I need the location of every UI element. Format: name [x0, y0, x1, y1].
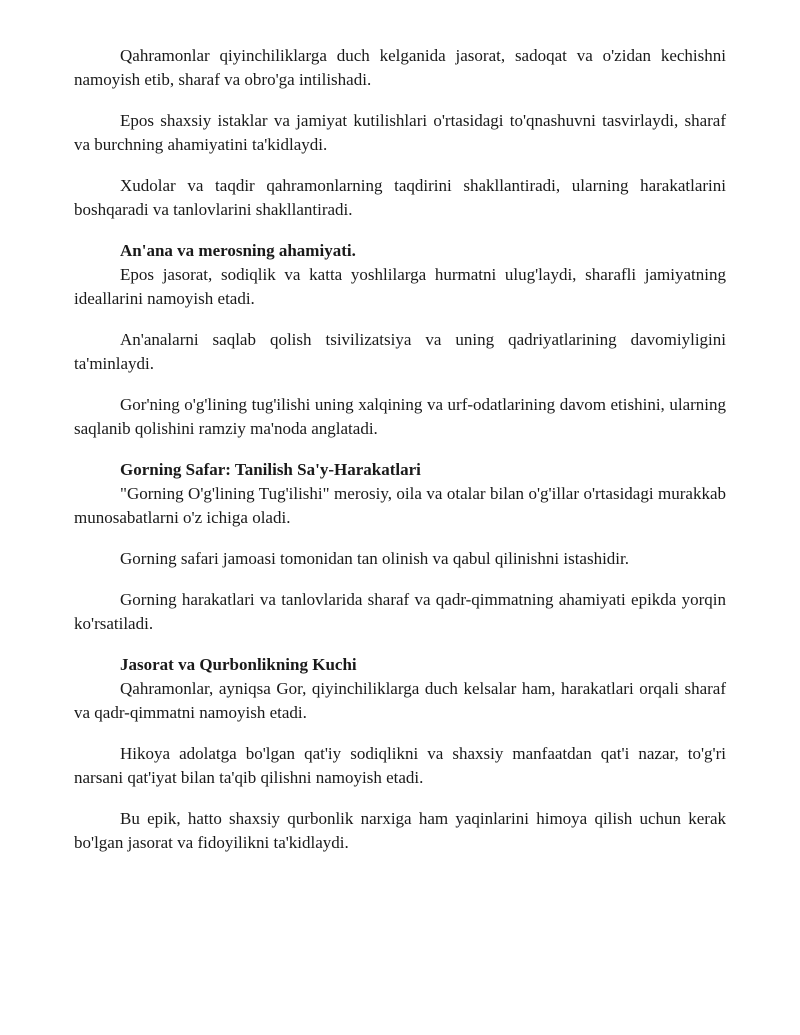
paragraph: Bu epik, hatto shaxsiy qurbonlik narxiga ham yaqinlarini himoya qilish uchun kerak bo'lgan jasorat va fidoyilikni ta'kidlaydi.	[74, 809, 726, 852]
section-journey	[74, 458, 726, 636]
section-courage	[74, 653, 726, 855]
paragraph: Gor'ning o'g'lining tug'ilishi uning xalqining va urf-odatlarining davom etishini, ularning saqlanib qolishini ramziy ma'noda anglatadi.	[74, 395, 726, 438]
paragraph: Hikoya adolatga bo'lgan qat'iy sodiqlikni va shaxsiy manfaatdan qat'i nazar, to'g'ri narsani qat'iyat bilan ta'qib qilishni namoyish etadi.	[74, 744, 726, 787]
paragraph: Qahramonlar qiyinchiliklarga duch kelganida jasorat, sadoqat va o'zidan kechishni namoyish etib, sharaf va obro'ga intilishadi.	[74, 46, 726, 89]
paragraph: Epos jasorat, sodiqlik va katta yoshlilarga hurmatni ulug'laydi, sharafli jamiyatning ideallarini namoyish etadi.	[74, 265, 726, 308]
paragraph: Qahramonlar, ayniqsa Gor, qiyinchiliklarga duch kelsalar ham, harakatlari orqali sharaf va qadr-qimmatni namoyish etadi.	[74, 679, 726, 722]
section-heading: Jasorat va Qurbonlikning Kuchi	[120, 655, 357, 674]
paragraph: "Gorning O'g'lining Tug'ilishi" merosiy, oila va otalar bilan o'g'illar o'rtasidagi murakkab munosabatlarni o'z ichiga oladi.	[74, 484, 726, 527]
paragraph: Gorning safari jamoasi tomonidan tan olinish va qabul qilinishni istashidir.	[120, 549, 629, 568]
document-page	[74, 44, 726, 872]
paragraph: Xudolar va taqdir qahramonlarning taqdirini shakllantiradi, ularning harakatlarini boshqaradi va tanlovlarini shakllantiradi.	[74, 176, 726, 219]
section-heading: Gorning Safar: Tanilish Sa'y-Harakatlari	[120, 460, 421, 479]
paragraph: Epos shaxsiy istaklar va jamiyat kutilishlari o'rtasidagi to'qnashuvni tasvirlaydi, sharaf va burchning ahamiyatini ta'kidlaydi.	[74, 111, 726, 154]
section-tradition	[74, 239, 726, 441]
paragraph: An'analarni saqlab qolish tsivilizatsiya va uning qadriyatlarining davomiyligini ta'minlaydi.	[74, 330, 726, 373]
paragraph: Gorning harakatlari va tanlovlarida sharaf va qadr-qimmatning ahamiyati epikda yorqin ko'rsatiladi.	[74, 590, 726, 633]
intro-block	[74, 44, 726, 222]
section-heading: An'ana va merosning ahamiyati.	[120, 241, 356, 260]
